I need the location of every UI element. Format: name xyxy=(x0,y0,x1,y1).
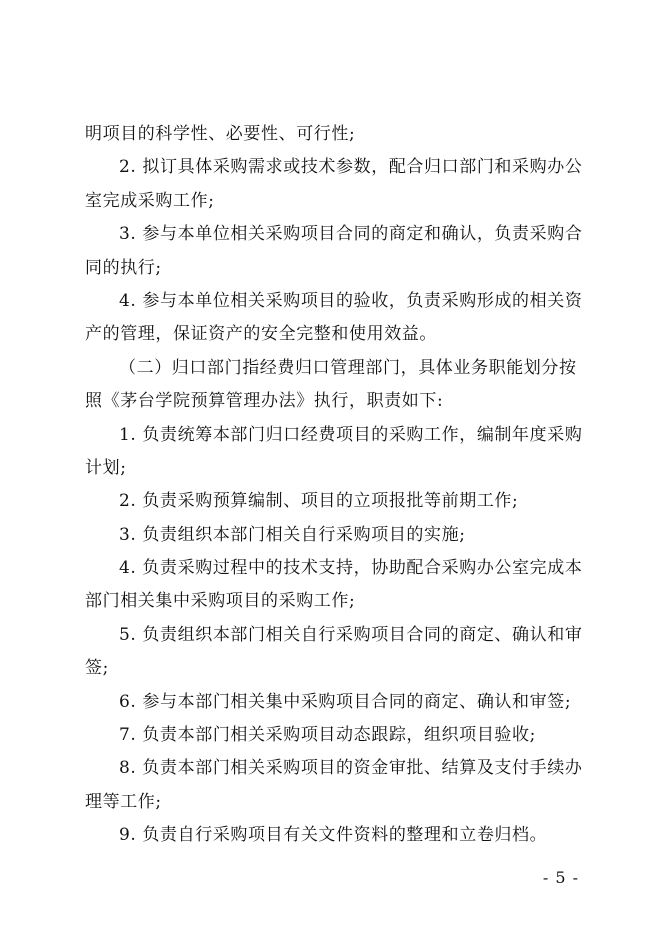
body-text xyxy=(85,118,591,853)
text-line: 部门相关集中采购项目的采购工作; xyxy=(85,591,356,612)
text-line: 2. 负责采购预算编制、项目的立项报批等前期工作; xyxy=(119,491,519,512)
text-line: 照《茅台学院预算管理办法》执行，职责如下: xyxy=(85,391,444,412)
text-line: 2. 拟订具体采购需求或技术参数，配合归口部门和采购办公 xyxy=(119,157,583,178)
text-line: 计划; xyxy=(85,457,127,478)
text-line: 签; xyxy=(85,658,109,679)
text-line: 4. 负责采购过程中的技术支持，协助配合采购办公室完成本 xyxy=(119,558,583,579)
text-line: 产的管理，保证资产的安全完整和使用效益。 xyxy=(85,324,437,345)
text-line: 9. 负责自行采购项目有关文件资料的整理和立卷归档。 xyxy=(119,825,548,846)
text-line: 6. 参与本部门相关集中采购项目合同的商定、确认和审签; xyxy=(119,691,572,712)
text-line: 同的执行; xyxy=(85,257,162,278)
text-line: 明项目的科学性、必要性、可行性; xyxy=(85,124,356,144)
page-number: - 5 - xyxy=(542,868,579,887)
text-line: 3. 参与本单位相关采购项目合同的商定和确认，负责采购合 xyxy=(119,224,583,245)
text-line: 7. 负责本部门相关采购项目动态跟踪，组织项目验收; xyxy=(119,725,536,746)
text-line: 8. 负责本部门相关采购项目的资金审批、结算及支付手续办 xyxy=(119,758,583,779)
text-line: 理等工作; xyxy=(85,791,162,812)
text-line: 室完成采购工作; xyxy=(85,190,215,211)
text-line: （二）归口部门指经费归口管理部门，具体业务职能划分按 xyxy=(119,357,577,378)
text-line: 3. 负责组织本部门相关自行采购项目的实施; xyxy=(119,524,466,545)
text-line: 1. 负责统筹本部门归口经费项目的采购工作，编制年度采购 xyxy=(119,424,583,445)
text-line: 5. 负责组织本部门相关自行采购项目合同的商定、确认和审 xyxy=(119,624,583,645)
text-line: 4. 参与本单位相关采购项目的验收，负责采购形成的相关资 xyxy=(119,290,583,311)
